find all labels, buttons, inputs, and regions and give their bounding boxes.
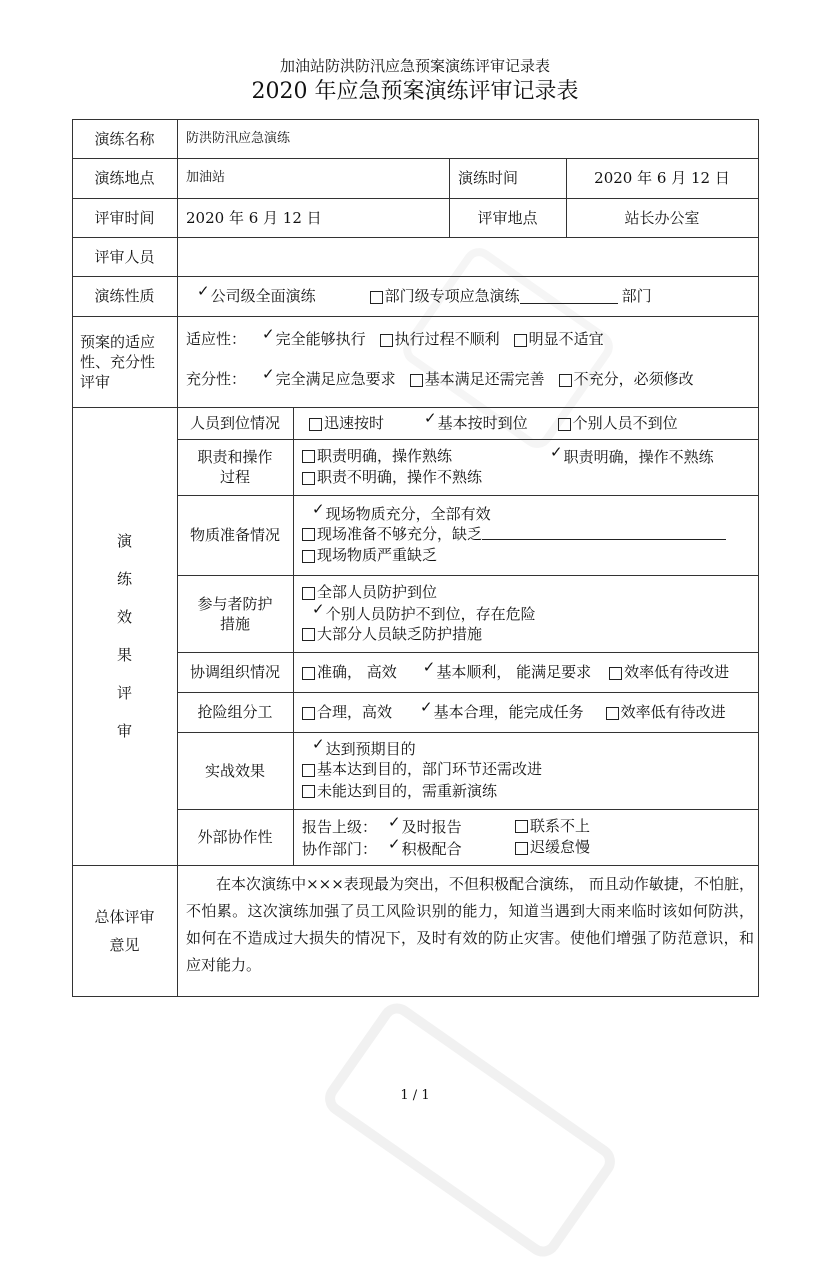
label-line: 参与者防护 [197, 594, 273, 613]
drill-nature-options [177, 276, 767, 316]
checkmark-icon: ✓ [312, 599, 325, 618]
option-label: 迟缓怠慢 [530, 838, 591, 856]
option-label: 现场物质严重缺乏 [317, 546, 438, 564]
drill-effect-label [72, 407, 177, 865]
checkbox-icon [302, 628, 315, 641]
nature-option-department[interactable] [370, 286, 520, 306]
page-number: 1 / 1 [400, 1088, 430, 1103]
option-label: 职责明确，操作不熟练 [563, 448, 714, 466]
checkmark-icon: ✓ [262, 365, 275, 383]
protection-option-3[interactable] [302, 624, 482, 644]
attendance-option-2[interactable] [424, 409, 528, 433]
checkbox-icon [609, 667, 622, 680]
coordination-option-1[interactable] [302, 662, 397, 682]
checkmark-icon: ✓ [262, 325, 275, 343]
checkbox-icon [558, 418, 571, 431]
attendance-option-3[interactable] [558, 413, 678, 433]
duty-option-2[interactable] [550, 443, 714, 467]
coop-option-1[interactable] [388, 834, 515, 859]
option-label: 达到预期目的 [325, 740, 416, 758]
label-char: 练 [116, 570, 132, 588]
label-char: 果 [116, 646, 132, 664]
label-line: 性、充分性 [80, 352, 156, 371]
review-location-value: 站长办公室 [624, 208, 700, 227]
option-label: 明显不适宜 [528, 330, 604, 348]
review-time-value: 2020 年 6 月 12 日 [186, 208, 322, 227]
checkmark-icon: ✓ [388, 813, 401, 831]
coordination-options [293, 652, 762, 692]
watermark [318, 996, 622, 1263]
option-label: 未能达到目的，需重新演练 [317, 781, 498, 800]
checkmark-icon: ✓ [550, 443, 563, 461]
label-line: 意见 [109, 935, 140, 954]
sufficiency-label: 充分性： [186, 370, 247, 388]
protection-label [177, 575, 293, 652]
option-label: 积极配合 [401, 839, 462, 858]
attendance-option-1[interactable] [309, 413, 384, 433]
attendance-label: 人员到位情况 [189, 414, 280, 432]
review-location-label: 评审地点 [477, 208, 538, 227]
drill-nature-label: 演练性质 [94, 287, 155, 305]
duty-options [293, 439, 762, 495]
option-label: 执行过程不顺利 [394, 330, 500, 348]
reviewers-value [177, 237, 756, 276]
review-time-label: 评审时间 [94, 208, 155, 227]
checkbox-icon [302, 667, 315, 680]
option-label: 现场准备不够充分，缺乏 [317, 524, 483, 543]
sufficiency-row [177, 362, 761, 396]
coordination-label: 协调组织情况 [189, 663, 280, 681]
option-label: 大部分人员缺乏防护措施 [317, 624, 483, 643]
rescue-option-1[interactable] [302, 702, 392, 722]
document-subtitle: 加油站防洪防汛应急预案演练评审记录表 [279, 57, 550, 75]
option-label: 不充分，必须修改 [573, 370, 694, 388]
combat-options [293, 732, 762, 809]
option-label: 基本满足还需完善 [424, 370, 545, 388]
document-title: 2020 年应急预案演练评审记录表 [251, 79, 579, 104]
sufficiency-option-1[interactable] [262, 365, 396, 389]
drill-location-label: 演练地点 [94, 169, 155, 187]
drill-time-value: 2020 年 6 月 12 日 [594, 169, 730, 187]
combat-label: 实战效果 [204, 761, 265, 780]
checkbox-icon [515, 820, 528, 833]
checkbox-icon [515, 842, 528, 855]
checkbox-icon [606, 707, 619, 720]
nature-option-company[interactable] [197, 282, 316, 306]
option-label: 全部人员防护到位 [317, 583, 438, 601]
option-label: 效率低有待改进 [624, 663, 730, 681]
suitability-label: 适应性： [186, 330, 247, 348]
checkbox-icon [410, 374, 423, 387]
external-label: 外部协作性 [197, 828, 273, 846]
option-label: 个别人员防护不到位，存在危险 [325, 604, 536, 623]
drill-name-value: 防洪防汛应急演练 [186, 130, 291, 146]
materials-blank[interactable] [482, 525, 726, 540]
label-char: 演 [116, 532, 132, 550]
option-label: 合理，高效 [317, 703, 393, 721]
checkmark-icon: ✓ [312, 499, 325, 518]
checkbox-icon [309, 418, 322, 431]
checkbox-icon [302, 472, 315, 485]
drill-location-value: 加油站 [186, 170, 226, 185]
suitability-row [177, 322, 761, 356]
materials-options [293, 495, 762, 575]
materials-option-1[interactable] [312, 499, 491, 524]
duty-option-1[interactable] [302, 446, 452, 466]
sufficiency-option-2[interactable] [410, 369, 545, 389]
label-char: 审 [116, 722, 132, 740]
rescue-option-3[interactable] [606, 702, 726, 722]
checkmark-icon: ✓ [424, 409, 437, 427]
report-option-2[interactable] [515, 816, 590, 836]
label-line: 评审 [80, 372, 111, 391]
label-line: 措施 [219, 614, 250, 633]
rescue-options [293, 692, 762, 732]
coop-label: 协作部门： [302, 839, 378, 858]
overall-opinion-text: 在本次演练中×××表现最为突出，不但积极配合演练， 而且动作敏捷，不怕脏，不怕累。这次演练加强了员工风险识别的能力，知道当遇到大雨来临时该如何防洪， 如何在不造成过大损失的情况下，及时有效的防止灾害。使他们增强了防范意识，和应对能力。 [186, 875, 754, 974]
reviewers-label: 评审人员 [94, 247, 155, 266]
report-label: 报告上级： [302, 818, 378, 836]
report-option-1[interactable] [388, 813, 515, 837]
checkbox-icon [302, 785, 315, 798]
combat-option-1[interactable] [312, 735, 416, 759]
option-label: 联系不上 [530, 816, 591, 835]
checkbox-icon [302, 550, 315, 563]
drill-name-label: 演练名称 [94, 129, 155, 148]
coordination-option-2[interactable] [422, 658, 592, 682]
option-label: 职责明确，操作熟练 [317, 446, 453, 465]
checkmark-icon: ✓ [388, 834, 401, 853]
duty-label [177, 439, 293, 495]
drill-time-label: 演练时间 [458, 169, 519, 187]
checkmark-icon: ✓ [422, 658, 436, 676]
suitability-option-2[interactable] [380, 329, 500, 349]
checkbox-icon [302, 707, 315, 720]
materials-label: 物质准备情况 [189, 526, 280, 544]
rescue-label: 抢险组分工 [197, 703, 273, 721]
adequacy-label [72, 316, 177, 407]
attendance-options [293, 407, 769, 439]
option-label: 公司级全面演练 [210, 287, 316, 305]
protection-option-2[interactable] [312, 599, 536, 624]
coordination-option-3[interactable] [609, 662, 729, 682]
suitability-option-1[interactable] [262, 325, 366, 349]
checkbox-icon [302, 450, 315, 463]
sufficiency-option-3[interactable] [559, 369, 694, 389]
option-label: 个别人员不到位 [572, 414, 678, 432]
option-label: 迅速按时 [324, 414, 385, 432]
department-blank[interactable] [520, 289, 618, 304]
option-label: 基本按时到位 [437, 414, 528, 432]
checkmark-icon: ✓ [420, 698, 433, 716]
option-label: 基本顺利， 能满足要求 [436, 663, 592, 681]
checkmark-icon: ✓ [197, 282, 210, 300]
review-form-table [72, 119, 759, 997]
option-label: 基本达到目的，部门环节还需改进 [317, 760, 543, 778]
label-char: 效 [116, 608, 132, 626]
option-label: 完全能够执行 [275, 330, 366, 348]
checkbox-icon [370, 291, 383, 304]
protection-options [293, 575, 762, 652]
checkmark-icon: ✓ [312, 735, 325, 753]
option-label: 准确， 高效 [317, 663, 397, 681]
duty-option-3[interactable] [302, 467, 482, 487]
label-line: 预案的适应 [80, 332, 156, 351]
coop-option-2[interactable] [515, 837, 590, 857]
combat-option-2[interactable] [302, 759, 542, 779]
option-label: 职责不明确，操作不熟练 [317, 468, 483, 486]
option-label: 效率低有待改进 [620, 703, 726, 721]
option-label: 及时报告 [401, 818, 462, 836]
materials-option-2[interactable] [302, 524, 482, 544]
suitability-option-3[interactable] [514, 329, 604, 349]
checkbox-icon [380, 334, 393, 347]
label-char: 评 [116, 684, 132, 702]
option-label: 现场物质充分，全部有效 [325, 504, 491, 523]
checkbox-icon [514, 334, 527, 347]
checkbox-icon [302, 528, 315, 541]
label-line: 职责和操作 [197, 448, 273, 466]
label-line: 总体评审 [94, 907, 155, 926]
label-line: 过程 [219, 468, 250, 486]
department-suffix: 部门 [621, 287, 652, 305]
option-label: 完全满足应急要求 [275, 370, 396, 388]
checkbox-icon [559, 374, 572, 387]
checkbox-icon [302, 764, 315, 777]
option-label: 基本合理，能完成任务 [433, 703, 584, 721]
table-rule [72, 996, 759, 997]
option-label: 部门级专项应急演练 [384, 287, 520, 305]
rescue-option-2[interactable] [420, 698, 584, 722]
materials-option-3[interactable] [302, 545, 437, 565]
external-options [293, 809, 762, 865]
combat-option-3[interactable] [302, 781, 497, 801]
overall-label [72, 865, 177, 996]
